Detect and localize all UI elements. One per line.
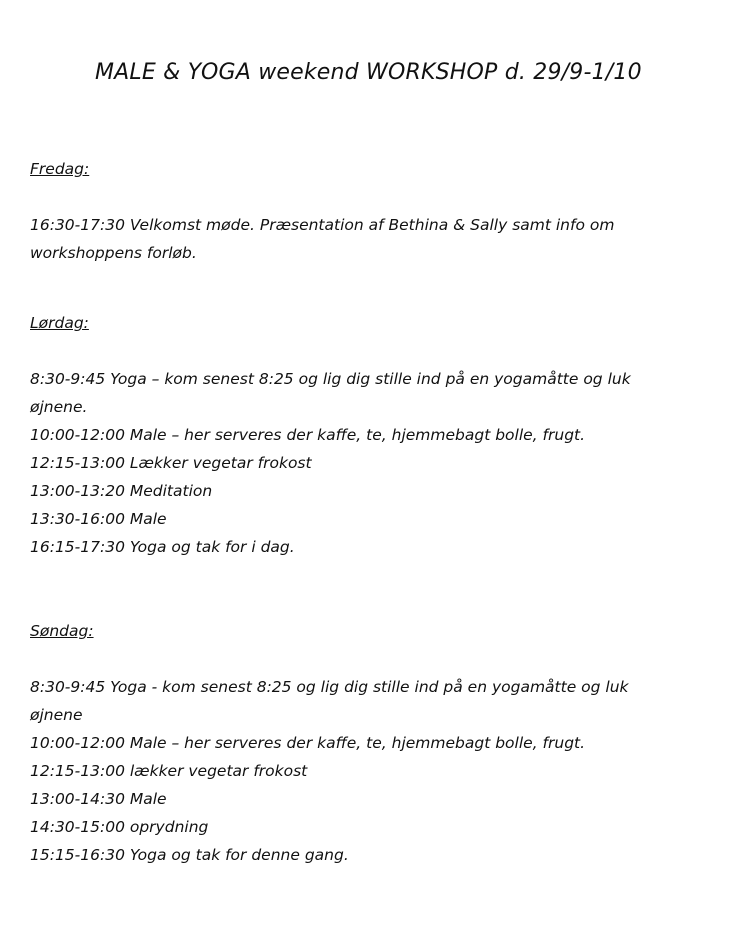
saturday-line: 13:30-16:00 Male [30,510,167,528]
friday-heading: Fredag: [30,160,90,178]
saturday-heading: Lørdag: [30,314,89,332]
sunday-line: 14:30-15:00 oprydning [30,818,209,836]
sunday-line: 13:00-14:30 Male [30,790,167,808]
sunday-line: 10:00-12:00 Male – her serveres der kaffe, te, hjemmebagt bolle, frugt. [30,734,586,752]
sunday-heading: Søndag: [30,622,94,640]
saturday-line: 8:30-9:45 Yoga – kom senest 8:25 og lig dig stille ind på en yogamåtte og luk [30,370,631,388]
friday-line: 16:30-17:30 Velkomst møde. Præsentation af Bethina & Sally samt info om [30,216,615,234]
sunday-line: 12:15-13:00 lækker vegetar frokost [30,762,308,780]
sunday-line: 8:30-9:45 Yoga - kom senest 8:25 og lig dig stille ind på en yogamåtte og luk [30,678,629,696]
saturday-line: øjnene. [30,398,88,416]
document-title: MALE & YOGA weekend WORKSHOP d. 29/9-1/10 [95,60,642,85]
sunday-line: øjnene [30,706,83,724]
friday-line: workshoppens forløb. [30,244,197,262]
saturday-line: 10:00-12:00 Male – her serveres der kaffe, te, hjemmebagt bolle, frugt. [30,426,586,444]
saturday-line: 12:15-13:00 Lækker vegetar frokost [30,454,312,472]
saturday-line: 16:15-17:30 Yoga og tak for i dag. [30,538,295,556]
saturday-line: 13:00-13:20 Meditation [30,482,213,500]
sunday-line: 15:15-16:30 Yoga og tak for denne gang. [30,846,349,864]
